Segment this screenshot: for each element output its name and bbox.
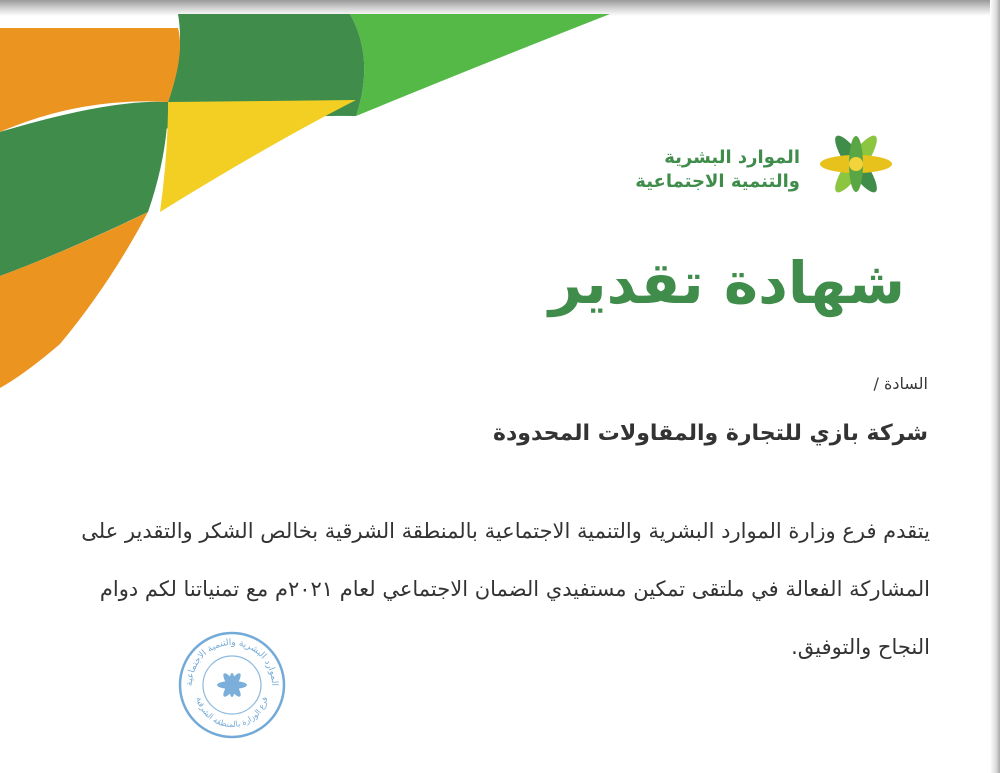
body-line: المشاركة الفعالة في ملتقى تمكين مستفيدي الضمان الاجتماعي لعام ٢٠٢١م مع تمنياتنا لكم دوام — [99, 577, 930, 601]
corner-bright-green-shape — [350, 14, 610, 116]
stamp-star-icon — [217, 671, 247, 699]
ministry-name — [635, 146, 800, 194]
body-line: النجاح والتوفيق. — [791, 635, 930, 659]
corner-decoration — [0, 14, 620, 394]
official-stamp — [176, 629, 288, 741]
ministry-name-line1: الموارد البشرية — [664, 147, 800, 168]
salutation: السادة / — [873, 374, 928, 393]
ministry-logo — [635, 122, 910, 208]
recipient-name: شركة بازي للتجارة والمقاولات المحدودة — [493, 421, 928, 446]
ministry-name-line2: والتنمية الاجتماعية — [635, 171, 800, 192]
ministry-star-icon — [806, 122, 906, 208]
stamp-outer-text: الموارد البشرية والتنمية الاجتماعية — [184, 637, 280, 687]
stamp-inner-text: فرع الوزارة بالمنطقة الشرقية — [194, 695, 270, 730]
corner-yellow-wedge — [160, 100, 356, 212]
certificate-title: شهادة تقدير — [548, 249, 905, 317]
scan-edge-right — [990, 0, 1000, 773]
svg-text:فرع الوزارة بالمنطقة الشرقية — [195, 696, 270, 729]
body-line: يتقدم فرع وزارة الموارد البشرية والتنمية الاجتماعية بالمنطقة الشرقية بخالص الشكر والتقدير على — [81, 519, 930, 543]
